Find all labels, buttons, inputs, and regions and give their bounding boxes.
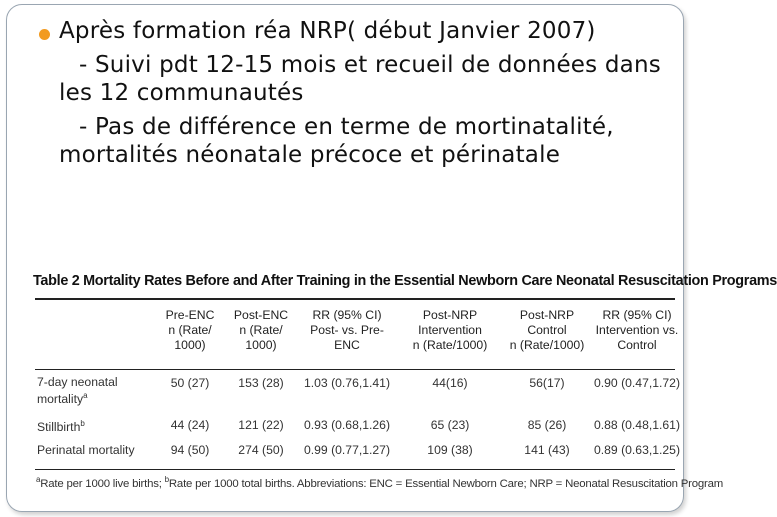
bullet-text-block bbox=[59, 17, 669, 169]
table-cell: 274 (50) bbox=[238, 443, 284, 457]
footnote-marker: a bbox=[36, 475, 41, 484]
footnote-marker: b bbox=[164, 475, 169, 484]
header-text: 1000) bbox=[245, 338, 277, 352]
header-text: Pre-ENC bbox=[165, 308, 215, 322]
header-text: Post-NRP bbox=[519, 308, 575, 322]
header-text: n (Rate/ bbox=[168, 323, 212, 337]
header-text: 1000) bbox=[174, 338, 206, 352]
row-label-perinatal bbox=[37, 443, 152, 457]
header-text: n (Rate/1000) bbox=[509, 338, 585, 352]
row-label-text: Perinatal mortality bbox=[37, 443, 135, 457]
row-label-text-2 bbox=[37, 389, 152, 406]
sub-point-2: - Pas de différence en terme de mortinatalité, mortalités néonatale précoce et périnatale bbox=[59, 114, 614, 168]
bullet-line: Après formation réa NRP( début Janvier 2007) bbox=[59, 18, 596, 44]
row-label-7day bbox=[37, 375, 152, 406]
table-cell: 1.03 (0.76,1.41) bbox=[303, 376, 391, 390]
row-label-text: Stillbirth bbox=[37, 420, 81, 435]
footnote-marker: a bbox=[83, 391, 88, 400]
table-bottom-rule bbox=[35, 469, 675, 470]
header-text: Post-ENC bbox=[233, 308, 289, 322]
table-cell: 0.89 (0.63,1.25) bbox=[593, 443, 681, 457]
footnote-marker: b bbox=[80, 419, 85, 428]
table-cell: 44 (24) bbox=[170, 418, 210, 432]
table-cell: 0.88 (0.48,1.61) bbox=[593, 418, 681, 432]
table-cell: 50 (27) bbox=[170, 376, 210, 390]
table-cell: 85 (26) bbox=[527, 418, 567, 432]
table-cell: 65 (23) bbox=[430, 418, 470, 432]
table-cell: 109 (38) bbox=[427, 443, 473, 457]
header-text: n (Rate/ bbox=[239, 323, 283, 337]
row-label-text: 7-day neonatal bbox=[37, 375, 118, 389]
table-cell: 94 (50) bbox=[170, 443, 210, 457]
table-cell: 0.99 (0.77,1.27) bbox=[303, 443, 391, 457]
table-cell: 0.90 (0.47,1.72) bbox=[593, 376, 681, 390]
header-post-nrp-control bbox=[492, 308, 602, 353]
header-text: Post- vs. Pre- bbox=[310, 323, 384, 337]
footnote-text: Rate per 1000 live births; bbox=[40, 477, 165, 490]
sub-point-1: - Suivi pdt 12-15 mois et recueil de données dans les 12 communautés bbox=[59, 52, 661, 106]
table-cell: 0.93 (0.68,1.26) bbox=[303, 418, 391, 432]
header-pre-enc bbox=[155, 308, 225, 353]
table-cell: 121 (22) bbox=[238, 418, 284, 432]
table-top-rule bbox=[35, 298, 675, 300]
table-header-rule bbox=[35, 369, 675, 370]
header-post-nrp-intervention bbox=[395, 308, 505, 353]
slide bbox=[6, 4, 777, 512]
header-rr-post-pre bbox=[297, 308, 397, 353]
header-rr-intervention-control bbox=[592, 308, 682, 353]
table-title: Table 2 Mortality Rates Before and After Training in the Essential Newborn Care Neonatal Resuscitation Programs bbox=[33, 273, 777, 289]
table-footnote bbox=[36, 475, 724, 490]
header-text: Control bbox=[527, 323, 567, 337]
header-text: Control bbox=[617, 338, 657, 352]
header-text: n (Rate/1000) bbox=[412, 338, 488, 352]
header-text: RR (95% CI) bbox=[312, 308, 382, 322]
header-text: RR (95% CI) bbox=[602, 308, 672, 322]
header-text: Intervention vs. bbox=[595, 323, 679, 337]
header-text: Intervention bbox=[418, 323, 482, 337]
header-text: Post-NRP bbox=[422, 308, 478, 322]
table-cell: 44(16) bbox=[432, 376, 468, 390]
header-post-enc bbox=[223, 308, 299, 353]
header-text: ENC bbox=[334, 338, 360, 352]
row-label-stillbirth bbox=[37, 417, 152, 434]
table-cell: 141 (43) bbox=[524, 443, 570, 457]
table-cell: 56(17) bbox=[529, 376, 565, 390]
row-label-text: mortality bbox=[37, 392, 84, 407]
footnote-text: Rate per 1000 total births. Abbreviations: ENC = Essential Newborn Care; NRP = Neonatal Resuscitation Program bbox=[168, 477, 724, 490]
table-cell: 153 (28) bbox=[238, 376, 284, 390]
bullet-dot-icon bbox=[39, 29, 50, 40]
